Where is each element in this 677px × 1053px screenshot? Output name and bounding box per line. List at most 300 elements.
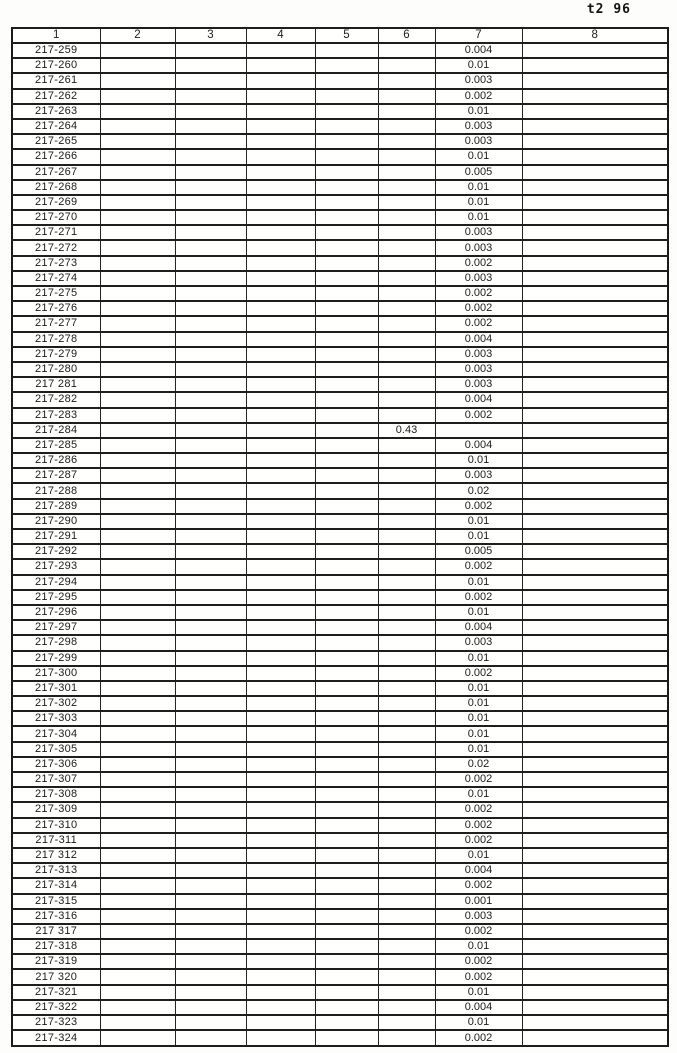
value-cell — [100, 985, 175, 1000]
value-cell — [522, 286, 668, 301]
value-cell: 0.001 — [435, 894, 522, 909]
column-header: 7 — [435, 28, 522, 43]
value-cell — [100, 544, 175, 559]
value-cell — [522, 939, 668, 954]
value-cell — [246, 848, 315, 863]
value-cell — [175, 392, 246, 407]
value-cell — [100, 863, 175, 878]
value-cell — [378, 256, 435, 271]
value-cell — [175, 833, 246, 848]
value-cell — [175, 453, 246, 468]
value-cell — [522, 605, 668, 620]
table-row — [12, 772, 668, 787]
table-row — [12, 696, 668, 711]
value-cell: 0.01 — [435, 195, 522, 210]
row-id-cell: 217 312 — [12, 848, 100, 863]
value-cell — [246, 225, 315, 240]
value-cell — [246, 210, 315, 225]
value-cell — [100, 559, 175, 574]
value-cell — [378, 924, 435, 939]
table-row — [12, 165, 668, 180]
value-cell — [175, 408, 246, 423]
value-cell — [315, 878, 378, 893]
value-cell — [522, 711, 668, 726]
value-cell — [315, 742, 378, 757]
value-cell — [522, 635, 668, 650]
value-cell — [378, 286, 435, 301]
row-id-cell: 217-310 — [12, 818, 100, 833]
table-row — [12, 271, 668, 286]
value-cell — [246, 499, 315, 514]
row-id-cell: 217-314 — [12, 878, 100, 893]
value-cell — [175, 286, 246, 301]
value-cell — [246, 863, 315, 878]
value-cell — [246, 605, 315, 620]
value-cell — [378, 605, 435, 620]
value-cell: 0.003 — [435, 134, 522, 149]
value-cell — [175, 529, 246, 544]
value-cell: 0.01 — [435, 149, 522, 164]
table-row — [12, 499, 668, 514]
table-row — [12, 468, 668, 483]
value-cell — [378, 620, 435, 635]
value-cell — [522, 651, 668, 666]
value-cell — [315, 681, 378, 696]
value-cell: 0.004 — [435, 392, 522, 407]
row-id-cell: 217-309 — [12, 802, 100, 817]
value-cell — [315, 89, 378, 104]
value-cell — [522, 301, 668, 316]
value-cell — [175, 58, 246, 73]
value-cell: 0.004 — [435, 1000, 522, 1015]
value-cell — [100, 590, 175, 605]
page-stamp: t2 96 — [586, 2, 631, 17]
value-cell — [100, 651, 175, 666]
table-row — [12, 43, 668, 58]
table-row — [12, 1000, 668, 1015]
value-cell — [246, 787, 315, 802]
value-cell — [315, 240, 378, 255]
value-cell — [100, 499, 175, 514]
value-cell — [522, 620, 668, 635]
row-id-cell: 217-304 — [12, 726, 100, 741]
value-cell — [246, 149, 315, 164]
value-cell — [100, 89, 175, 104]
value-cell — [246, 453, 315, 468]
value-cell — [315, 499, 378, 514]
value-cell — [100, 195, 175, 210]
value-cell: 0.004 — [435, 332, 522, 347]
row-id-cell: 217-295 — [12, 590, 100, 605]
value-cell — [246, 696, 315, 711]
value-cell — [378, 590, 435, 605]
value-cell: 0.01 — [435, 453, 522, 468]
value-cell: 0.01 — [435, 104, 522, 119]
value-cell — [378, 985, 435, 1000]
table-row — [12, 210, 668, 225]
value-cell — [522, 681, 668, 696]
table-row — [12, 985, 668, 1000]
value-cell — [378, 483, 435, 498]
value-cell — [100, 453, 175, 468]
value-cell: 0.02 — [435, 757, 522, 772]
value-cell — [522, 240, 668, 255]
value-cell — [522, 833, 668, 848]
value-cell — [175, 1000, 246, 1015]
value-cell — [315, 423, 378, 438]
table-row — [12, 969, 668, 984]
row-id-cell: 217-268 — [12, 180, 100, 195]
value-cell — [378, 833, 435, 848]
value-cell — [522, 271, 668, 286]
row-id-cell: 217-319 — [12, 954, 100, 969]
table-row — [12, 742, 668, 757]
value-cell — [315, 210, 378, 225]
table-row — [12, 256, 668, 271]
value-cell — [175, 544, 246, 559]
value-cell — [315, 180, 378, 195]
table-row — [12, 73, 668, 88]
value-cell — [315, 848, 378, 863]
value-cell — [315, 468, 378, 483]
value-cell: 0.002 — [435, 301, 522, 316]
value-cell — [522, 757, 668, 772]
value-cell — [246, 58, 315, 73]
value-cell: 0.005 — [435, 165, 522, 180]
value-cell — [522, 726, 668, 741]
value-cell — [175, 954, 246, 969]
value-cell: 0.002 — [435, 802, 522, 817]
value-cell — [378, 696, 435, 711]
value-cell — [100, 301, 175, 316]
row-id-cell: 217-305 — [12, 742, 100, 757]
value-cell — [522, 483, 668, 498]
value-cell — [522, 529, 668, 544]
value-cell: 0.01 — [435, 1015, 522, 1030]
value-cell — [378, 43, 435, 58]
value-cell: 0.01 — [435, 651, 522, 666]
row-id-cell: 217-273 — [12, 256, 100, 271]
value-cell — [100, 316, 175, 331]
table-row — [12, 544, 668, 559]
value-cell: 0.01 — [435, 529, 522, 544]
value-cell — [175, 423, 246, 438]
value-cell — [378, 499, 435, 514]
value-cell — [175, 210, 246, 225]
header-row — [12, 28, 668, 43]
column-header: 2 — [100, 28, 175, 43]
value-cell — [246, 1000, 315, 1015]
value-cell — [246, 256, 315, 271]
table-row — [12, 240, 668, 255]
value-cell — [315, 104, 378, 119]
value-cell — [315, 149, 378, 164]
value-cell: 0.002 — [435, 878, 522, 893]
value-cell — [246, 894, 315, 909]
row-id-cell: 217-262 — [12, 89, 100, 104]
table-row — [12, 392, 668, 407]
value-cell — [100, 210, 175, 225]
table-row — [12, 635, 668, 650]
value-cell — [522, 818, 668, 833]
value-cell — [100, 742, 175, 757]
value-cell: 0.01 — [435, 696, 522, 711]
value-cell — [378, 453, 435, 468]
row-id-cell: 217-301 — [12, 681, 100, 696]
value-cell — [315, 514, 378, 529]
value-cell — [522, 666, 668, 681]
value-cell — [100, 468, 175, 483]
value-cell — [100, 575, 175, 590]
value-cell — [175, 134, 246, 149]
value-cell — [522, 316, 668, 331]
value-cell — [378, 1030, 435, 1046]
value-cell — [246, 362, 315, 377]
value-cell — [315, 225, 378, 240]
value-cell — [246, 833, 315, 848]
value-cell — [378, 848, 435, 863]
value-cell — [522, 119, 668, 134]
value-cell — [378, 73, 435, 88]
value-cell — [175, 818, 246, 833]
value-cell — [522, 772, 668, 787]
value-cell — [378, 210, 435, 225]
value-cell — [175, 939, 246, 954]
value-cell — [522, 43, 668, 58]
value-cell — [378, 149, 435, 164]
row-id-cell: 217-267 — [12, 165, 100, 180]
value-cell — [100, 408, 175, 423]
table-row — [12, 362, 668, 377]
value-cell — [378, 271, 435, 286]
value-cell: 0.004 — [435, 43, 522, 58]
value-cell — [100, 58, 175, 73]
value-cell — [100, 802, 175, 817]
value-cell — [522, 210, 668, 225]
table-row — [12, 559, 668, 574]
value-cell — [100, 924, 175, 939]
table-row — [12, 939, 668, 954]
value-cell — [315, 818, 378, 833]
value-cell — [175, 256, 246, 271]
value-cell — [100, 635, 175, 650]
value-cell — [175, 772, 246, 787]
value-cell — [522, 559, 668, 574]
value-cell — [175, 863, 246, 878]
value-cell — [315, 256, 378, 271]
value-cell — [315, 605, 378, 620]
value-cell — [246, 119, 315, 134]
value-cell — [378, 575, 435, 590]
value-cell — [522, 909, 668, 924]
value-cell — [522, 985, 668, 1000]
column-header: 8 — [522, 28, 668, 43]
value-cell — [315, 453, 378, 468]
row-id-cell: 217-298 — [12, 635, 100, 650]
value-cell — [315, 757, 378, 772]
row-id-cell: 217-292 — [12, 544, 100, 559]
value-cell: 0.003 — [435, 377, 522, 392]
value-cell — [175, 180, 246, 195]
value-cell — [378, 58, 435, 73]
value-cell — [100, 757, 175, 772]
value-cell: 0.004 — [435, 438, 522, 453]
table-body — [12, 43, 668, 1046]
value-cell — [100, 666, 175, 681]
value-cell — [315, 529, 378, 544]
value-cell — [246, 681, 315, 696]
value-cell: 0.003 — [435, 909, 522, 924]
value-cell — [315, 924, 378, 939]
value-cell — [378, 878, 435, 893]
row-id-cell: 217-261 — [12, 73, 100, 88]
value-cell — [175, 620, 246, 635]
row-id-cell: 217-322 — [12, 1000, 100, 1015]
value-cell — [315, 43, 378, 58]
value-cell: 0.003 — [435, 635, 522, 650]
value-cell — [100, 711, 175, 726]
value-cell — [246, 711, 315, 726]
value-cell: 0.002 — [435, 833, 522, 848]
table-row — [12, 301, 668, 316]
value-cell — [378, 408, 435, 423]
value-cell — [378, 651, 435, 666]
table-row — [12, 104, 668, 119]
table-row — [12, 149, 668, 164]
value-cell — [175, 909, 246, 924]
row-id-cell: 217-313 — [12, 863, 100, 878]
value-cell — [315, 332, 378, 347]
row-id-cell: 217-275 — [12, 286, 100, 301]
table-row — [12, 347, 668, 362]
value-cell — [175, 483, 246, 498]
value-cell — [522, 195, 668, 210]
value-cell: 0.002 — [435, 256, 522, 271]
table-row — [12, 316, 668, 331]
value-cell — [378, 134, 435, 149]
value-cell — [100, 438, 175, 453]
row-id-cell: 217-306 — [12, 757, 100, 772]
value-cell — [522, 104, 668, 119]
value-cell — [246, 620, 315, 635]
value-cell — [100, 271, 175, 286]
value-cell — [315, 347, 378, 362]
value-cell — [315, 119, 378, 134]
value-cell: 0.003 — [435, 225, 522, 240]
value-cell — [100, 256, 175, 271]
value-cell: 0.01 — [435, 681, 522, 696]
row-id-cell: 217-277 — [12, 316, 100, 331]
table-row — [12, 605, 668, 620]
value-cell — [315, 165, 378, 180]
value-cell — [378, 240, 435, 255]
row-id-cell: 217-289 — [12, 499, 100, 514]
row-id-cell: 217 281 — [12, 377, 100, 392]
value-cell — [315, 802, 378, 817]
value-cell — [522, 438, 668, 453]
value-cell — [522, 347, 668, 362]
value-cell — [246, 240, 315, 255]
value-cell — [315, 833, 378, 848]
row-id-cell: 217-285 — [12, 438, 100, 453]
value-cell — [522, 1015, 668, 1030]
value-cell — [378, 89, 435, 104]
value-cell — [315, 1030, 378, 1046]
value-cell — [522, 149, 668, 164]
value-cell — [378, 681, 435, 696]
value-cell: 0.01 — [435, 939, 522, 954]
table-row — [12, 575, 668, 590]
value-cell: 0.003 — [435, 240, 522, 255]
value-cell — [522, 848, 668, 863]
value-cell: 0.002 — [435, 772, 522, 787]
value-cell — [246, 985, 315, 1000]
value-cell — [522, 58, 668, 73]
row-id-cell: 217 320 — [12, 969, 100, 984]
value-cell — [100, 848, 175, 863]
table-row — [12, 833, 668, 848]
value-cell — [175, 878, 246, 893]
value-cell — [378, 1015, 435, 1030]
value-cell — [522, 1030, 668, 1046]
value-cell — [246, 1030, 315, 1046]
value-cell — [175, 696, 246, 711]
value-cell — [522, 73, 668, 88]
value-cell — [246, 666, 315, 681]
value-cell — [315, 362, 378, 377]
table-row — [12, 620, 668, 635]
value-cell: 0.01 — [435, 787, 522, 802]
value-cell — [246, 651, 315, 666]
value-cell — [100, 332, 175, 347]
value-cell — [100, 726, 175, 741]
value-cell: 0.01 — [435, 711, 522, 726]
value-cell — [315, 894, 378, 909]
row-id-cell: 217-324 — [12, 1030, 100, 1046]
value-cell — [378, 863, 435, 878]
value-cell — [522, 863, 668, 878]
value-cell — [522, 408, 668, 423]
value-cell — [246, 271, 315, 286]
value-cell — [246, 575, 315, 590]
value-cell — [246, 954, 315, 969]
value-cell: 0.002 — [435, 954, 522, 969]
value-cell — [100, 134, 175, 149]
value-cell — [522, 392, 668, 407]
value-cell: 0.003 — [435, 362, 522, 377]
value-cell — [175, 575, 246, 590]
value-cell — [522, 802, 668, 817]
value-cell: 0.002 — [435, 590, 522, 605]
value-cell — [246, 134, 315, 149]
value-cell — [100, 240, 175, 255]
value-cell: 0.002 — [435, 818, 522, 833]
value-cell — [175, 316, 246, 331]
value-cell — [378, 559, 435, 574]
value-cell — [378, 954, 435, 969]
value-cell — [315, 58, 378, 73]
value-cell — [378, 757, 435, 772]
value-cell — [100, 149, 175, 164]
row-id-cell: 217-269 — [12, 195, 100, 210]
value-cell — [315, 620, 378, 635]
table-row — [12, 332, 668, 347]
row-id-cell: 217-271 — [12, 225, 100, 240]
value-cell: 0.002 — [435, 286, 522, 301]
row-id-cell: 217-270 — [12, 210, 100, 225]
value-cell — [100, 894, 175, 909]
value-cell — [378, 514, 435, 529]
